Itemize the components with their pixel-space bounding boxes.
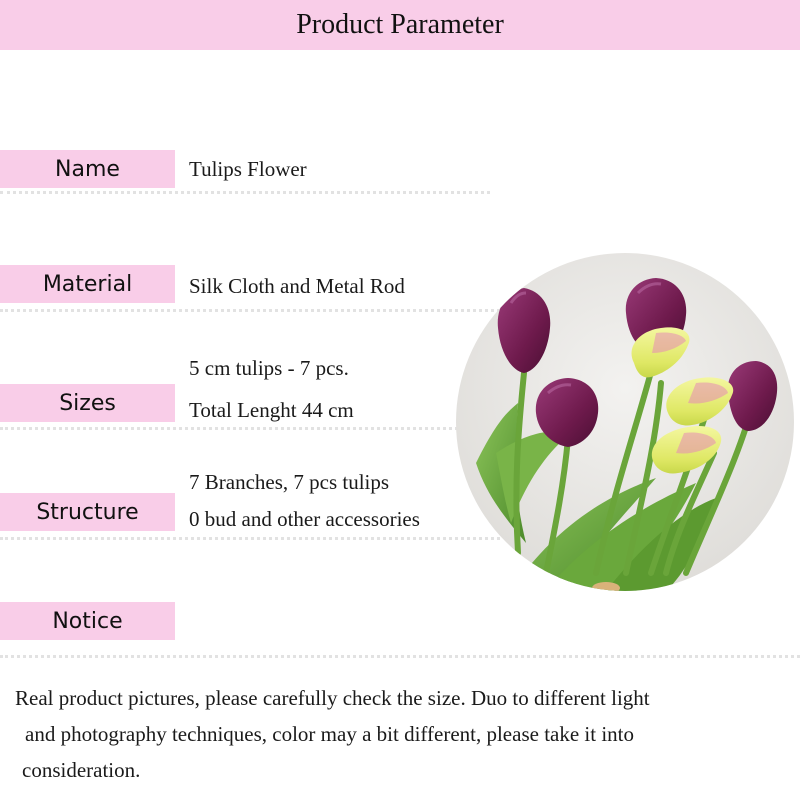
label-name: Name	[0, 150, 175, 188]
divider	[0, 537, 500, 540]
label-sizes: Sizes	[0, 384, 175, 422]
label-material: Material	[0, 265, 175, 303]
value-material: Silk Cloth and Metal Rod	[189, 274, 405, 298]
divider	[0, 309, 500, 312]
notice-text: Real product pictures, please carefully check the size. Duo to different light and photography techniques, color may a bit different, please take it into consideration.	[15, 686, 650, 782]
label-structure: Structure	[0, 493, 175, 531]
value-sizes-2: Total Lenght 44 cm	[189, 398, 354, 422]
value-structure-2: 0 bud and other accessories	[189, 507, 420, 531]
page-title: Product Parameter	[296, 9, 504, 40]
page-header	[0, 0, 800, 50]
divider	[0, 655, 800, 658]
value-structure-1: 7 Branches, 7 pcs tulips	[189, 470, 390, 494]
tulip-bouquet-photo	[456, 253, 794, 591]
divider	[0, 427, 470, 430]
value-sizes-1: 5 cm tulips - 7 pcs.	[189, 356, 349, 380]
divider	[0, 191, 490, 194]
label-notice: Notice	[0, 602, 175, 640]
value-name: Tulips Flower	[189, 157, 307, 181]
